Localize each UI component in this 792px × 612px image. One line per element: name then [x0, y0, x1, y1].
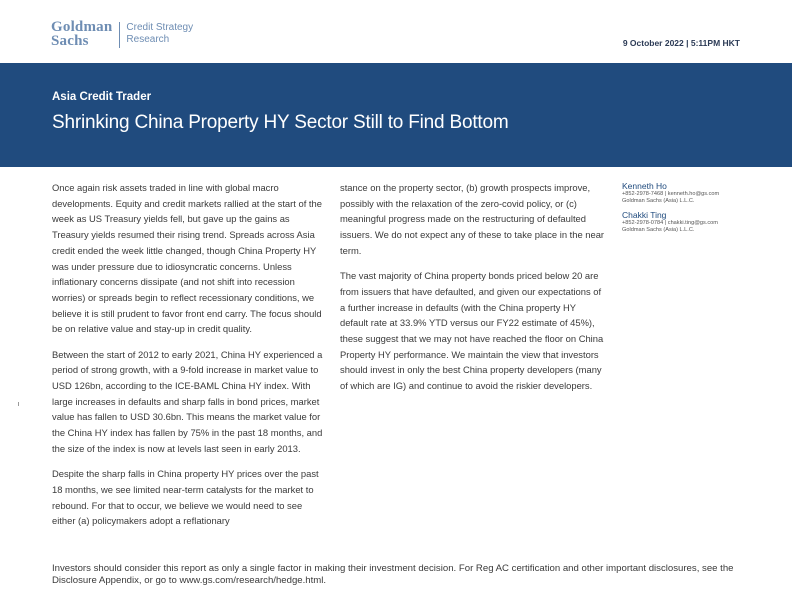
author-entry	[622, 181, 772, 204]
paragraph: Between the start of 2012 to early 2021, China HY experienced a period of strong growth, with a 9-fold increase in market value to USD 126bn, according to the ICE-BAML China HY index. With large increases in defaults and sharp falls in bond prices, market value has fallen to USD 30.6bn. This means the market value for the China HY index has fallen by 75% in the past 18 months, and the size of the index is now at levels last seen in early 2013.	[52, 348, 323, 454]
author-contact[interactable]: +852-2978-0784 | chakki.ting@gs.com	[622, 220, 718, 227]
division-line-1: Credit Strategy	[126, 22, 194, 33]
author-entry	[622, 210, 772, 233]
author-list	[622, 181, 772, 239]
author-contact[interactable]: +852-2978-7468 | kenneth.ho@gs.com	[622, 191, 720, 197]
goldman-sachs-logo	[51, 20, 193, 48]
division-line-2: Research	[126, 34, 170, 45]
logo-line-1: Goldman	[51, 19, 113, 35]
author-entity: Goldman Sachs (Asia) L.L.C.	[622, 226, 695, 233]
report-date: 9 October 2022 | 5:11PM HKT	[622, 38, 740, 48]
paragraph: Despite the sharp falls in China property HY prices over the past 18 months, we see limited near-term catalysts for the market to rebound. For that to occur, we believe we would need to see either (a) policymakers adopt a reflationary	[52, 468, 319, 527]
author-entity: Goldman Sachs (Asia) L.L.C.	[622, 197, 695, 204]
paragraph: The vast majority of China property bonds priced below 20 are from issuers that have defaulted, and given our expectations of a further increase in defaults (with the China property HY default rate at 33.9% YTD versus our FY22 estimate of 45%), these suggest that we may not have reached the floor on China Property HY performance. We maintain the view that investors should invest in only the best China property developers (many of which are IG) and continue to avoid the riskier developers.	[340, 270, 604, 392]
author-name[interactable]: Kenneth Ho	[622, 181, 667, 191]
paragraph: Once again risk assets traded in line with global macro developments. Equity and credit markets rallied at the start of the week as US Treasury yields fell, but gave up the gains as Treasury yields resumed their rising trend. Spreads across Asia credit ended the week little changed, though China Property HY was under pressure due to idiosyncratic concerns. Unless inflationary concerns dissipate (and not shift into recession worries) or spreads begin to reflect recessionary conditions, we believe it is still prudent to favor front end carry. The focus should be on relative value and stay-up in credit quality.	[52, 182, 322, 335]
logo-divider	[119, 22, 120, 48]
margin-mark	[18, 402, 19, 406]
disclaimer: Investors should consider this report as only a single factor in making their investment decision. For Reg AC certification and other important disclosures, see the Disclosure Appendix, or go to www.gs.com/research/hedge.html.	[52, 563, 734, 587]
author-name[interactable]: Chakki Ting	[622, 210, 667, 221]
paragraph: stance on the property sector, (b) growth prospects improve, possibly with the relaxation of the zero-covid policy, or (c) meaningful progress made on the restructuring of defaulted issuers. We do not expect any of these to take place in the near term.	[340, 182, 605, 256]
body-column-1	[52, 180, 323, 539]
logo-line-2: Sachs	[51, 33, 89, 49]
body-column-2	[340, 180, 606, 403]
division-name	[126, 22, 193, 46]
logo-wordmark	[51, 20, 112, 48]
report-title: Shrinking China Property HY Sector Still to Find Bottom	[52, 112, 509, 133]
publication-name: Asia Credit Trader	[52, 91, 152, 103]
